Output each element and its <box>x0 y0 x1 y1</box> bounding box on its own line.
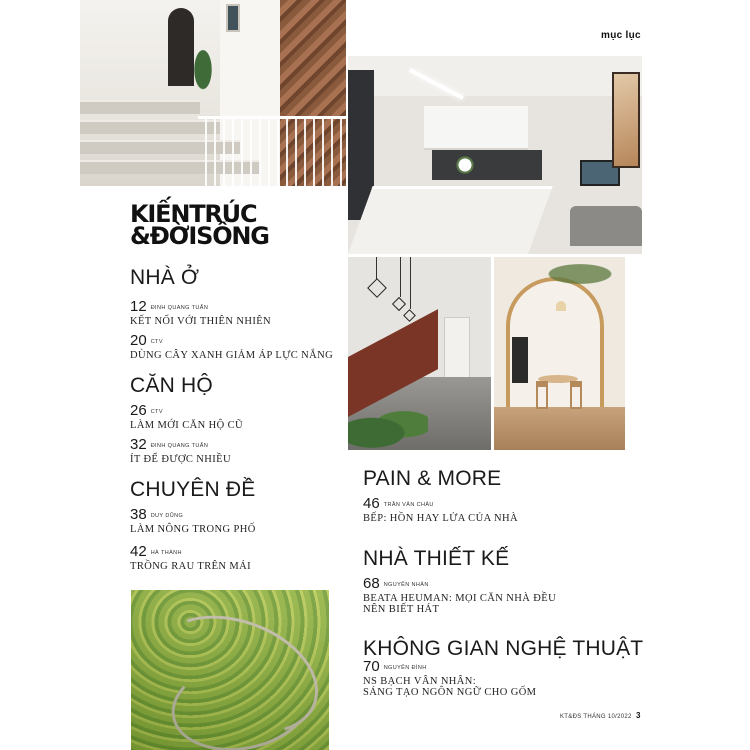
page-number: 70 <box>363 658 380 675</box>
page-number: 46 <box>363 495 380 512</box>
page-number: 20 <box>130 332 147 349</box>
toc-entry[interactable] <box>363 495 518 524</box>
magazine-title-line2: &ĐỜISỐNG <box>130 222 269 250</box>
page-number: 68 <box>363 575 380 592</box>
toc-entry[interactable] <box>130 436 231 465</box>
section-label: mục lục <box>601 30 641 41</box>
article-title: ÍT ĐỂ ĐƯỢC NHIỀU <box>130 454 231 465</box>
article-title: BEATA HEUMAN: MỌI CĂN NHÀ ĐỀU <box>363 593 557 604</box>
section-heading: NHÀ THIẾT KẾ <box>363 547 510 570</box>
page-number: 12 <box>130 298 147 315</box>
page-number: 32 <box>130 436 147 453</box>
dining-photo <box>494 257 625 450</box>
toc-entry[interactable] <box>130 298 271 327</box>
corridor-photo <box>348 257 491 450</box>
section-heading: CHUYÊN ĐỀ <box>130 478 256 501</box>
section-heading: KHÔNG GIAN NGHỆ THUẬT <box>363 637 644 660</box>
page-number: 26 <box>130 402 147 419</box>
author: ĐINH QUANG TUẤN <box>150 443 209 449</box>
author: CTV <box>150 409 163 415</box>
page-number: 38 <box>130 506 147 523</box>
author: CTV <box>150 339 163 345</box>
toc-entry[interactable] <box>130 402 243 431</box>
article-title: KẾT NỐI VỚI THIÊN NHIÊN <box>130 316 272 327</box>
page-number: 42 <box>130 543 147 560</box>
kitchen-photo <box>348 56 642 254</box>
author: NGUYỄN NHÂN <box>383 582 429 588</box>
author: TRẦN VĂN CHÂU <box>383 502 434 508</box>
article-title-line2: NÊN BIẾT HÁT <box>363 604 440 615</box>
author: HÀ THÀNH <box>150 550 182 556</box>
article-title: LÀM MỚI CĂN HỘ CŨ <box>130 420 243 431</box>
toc-entry[interactable] <box>363 658 536 698</box>
issue-footer: KT&ĐS THÁNG 10/2022 <box>560 714 632 720</box>
toc-entry[interactable] <box>130 506 256 535</box>
magazine-title-line1: KIẾNTRÚC <box>130 200 257 228</box>
toc-entry[interactable] <box>130 332 333 361</box>
article-title: DÙNG CÂY XANH GIẢM ÁP LỰC NẮNG <box>130 350 334 361</box>
page-number-footer: 3 <box>636 711 641 720</box>
author: DUY DŨNG <box>150 513 184 519</box>
article-title-line2: SÁNG TẠO NGÔN NGỮ CHO GỐM <box>363 687 537 698</box>
terrace-photo <box>131 590 329 750</box>
author: ĐINH QUANG TUẤN <box>150 305 209 311</box>
toc-entry[interactable] <box>363 575 556 615</box>
toc-entry[interactable] <box>130 543 251 572</box>
article-title: BẾP: HỒN HAY LỬA CỦA NHÀ <box>363 513 518 524</box>
article-title: NS BẠCH VÂN NHÂN: <box>363 676 477 687</box>
author: NGUYỄN ĐÌNH <box>383 665 427 671</box>
section-heading: NHÀ Ở <box>130 266 200 289</box>
magazine-title <box>130 200 320 250</box>
staircase-photo <box>80 0 346 186</box>
section-heading: PAIN & MORE <box>363 467 502 490</box>
article-title: LÀM NÔNG TRONG PHỐ <box>130 524 256 535</box>
section-heading: CĂN HỘ <box>130 374 213 397</box>
article-title: TRỒNG RAU TRÊN MÁI <box>130 561 252 572</box>
